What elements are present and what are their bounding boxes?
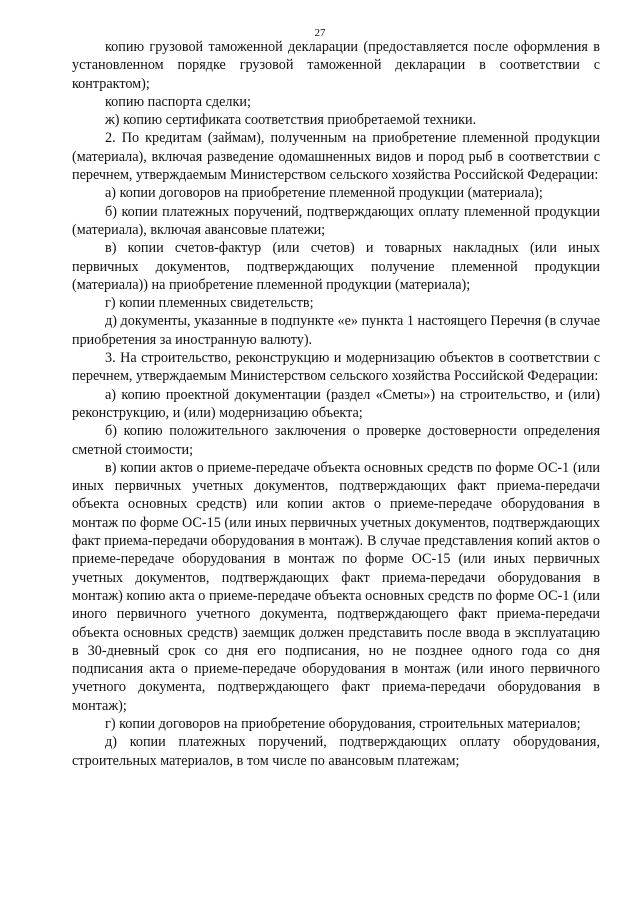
paragraph: б) копию положительного заключения о проверке достоверности определения сметной стоимости; [72, 423, 600, 458]
paragraph: в) копии актов о приеме-передаче объекта основных средств по форме ОС-1 (или иных первичных учетных документов, подтверждающих факт приема-передачи объекта основных средств) или копии актов о приеме-передаче оборудования в монтаж по форме ОС-15 (или иных первичных учетных документов, подтверждающих факт приема-передачи оборудования в монтаж). В случае представления копий актов о приеме-передаче оборудования в монтаж по форме ОС-15 (или иных первичных учетных документов, подтверждающих факт приема-передачи оборудования в монтаж) копию акта о приеме-передаче объекта основных средств по форме ОС-1 (или иного первичного учетного документа, подтверждающего факт приема-передачи объекта основных средств) заемщик должен представить после ввода в эксплуатацию в 30-дневный срок со дня его подписания, но не позднее одного года со дня подписания акта о приеме-передаче оборудования в монтаж (или иного первичного учетного документа, подтверждающего факт приема-передачи оборудования в монтаж); [72, 459, 600, 714]
paragraph: копию паспорта сделки; [105, 93, 251, 110]
paragraph: д) копии платежных поручений, подтверждающих оплату оборудования, строительных материалов, в том числе по авансовым платежам; [72, 734, 600, 769]
paragraph: 2. По кредитам (займам), полученным на приобретение племенной продукции (материала), включая разведение одомашненных видов и пород рыб в соответствии с перечнем, утверждаемым Министерством сельского хозяйства Российской Федерации: [72, 130, 600, 184]
paragraph: а) копии договоров на приобретение племенной продукции (материала); [105, 185, 543, 202]
page-number: 27 [314, 27, 326, 39]
paragraph: г) копии договоров на приобретение оборудования, строительных материалов; [105, 715, 581, 732]
paragraph: копию грузовой таможенной декларации (предоставляется после оформления в установленном порядке грузовой таможенной декларации в соответствии с контрактом); [72, 39, 600, 92]
paragraph: а) копию проектной документации (раздел «Сметы») на строительство, и (или) реконструкцию, и (или) модернизацию объекта; [72, 386, 600, 421]
paragraph: г) копии племенных свидетельств; [105, 295, 314, 312]
paragraph: 3. На строительство, реконструкцию и модернизацию объектов в соответствии с перечнем, утверждаемым Министерством сельского хозяйства Российской Федерации: [72, 350, 600, 385]
document-body [72, 38, 600, 770]
paragraph: в) копии счетов-фактур (или счетов) и товарных накладных (или иных первичных документов, подтверждающих получение племенной продукции (материала)) на приобретение племенной продукции (материала); [72, 240, 600, 293]
paragraph: ж) копию сертификата соответствия приобретаемой техники. [105, 112, 477, 129]
paragraph: д) документы, указанные в подпункте «е» пункта 1 настоящего Перечня (в случае приобретения за иностранную валюту). [72, 313, 600, 348]
paragraph: б) копии платежных поручений, подтверждающих оплату племенной продукции (материала), включая авансовые платежи; [72, 203, 600, 238]
